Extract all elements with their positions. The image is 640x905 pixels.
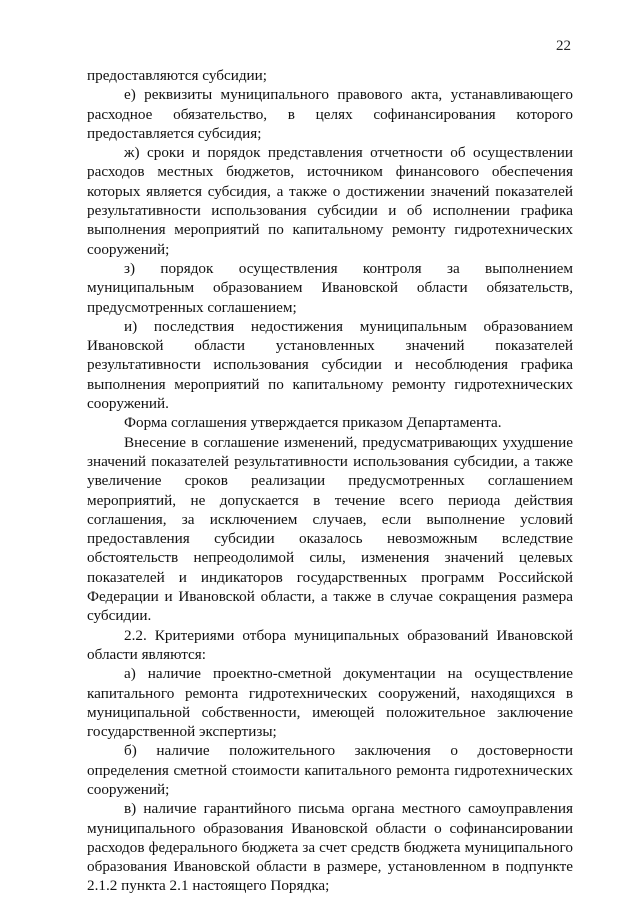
text-body	[87, 66, 573, 896]
paragraph: з) порядок осуществления контроля за выполнением муниципальным образованием Ивановской области обязательств, предусмотренных соглашением;	[87, 259, 573, 316]
paragraph: Форма соглашения утверждается приказом Департамента.	[124, 414, 502, 432]
paragraph: ж) сроки и порядок представления отчетности об осуществлении расходов местных бюджетов, источником финансового обеспечения которых является субсидия, а также о достижении значений показателей результативности использования субсидии и об исполнении графика выполнения мероприятий по капитальному ремонту гидротехнических сооружений;	[87, 144, 573, 258]
paragraph: Внесение в соглашение изменений, предусматривающих ухудшение значений показателей результативности использования субсидии, а также увеличение сроков реализации предусмотренных соглашением мероприятий, не допускается в течение всего периода действия соглашения, за исключением случаев, если выполнение условий предоставления субсидии оказалось невозможным вследствие обстоятельств непреодолимой силы, изменения значений целевых показателей и индикаторов государственных программ Российской Федерации и Ивановской области, а также в случае сокращения размера субсидии.	[87, 433, 573, 625]
paragraph: 2.2. Критериями отбора муниципальных образований Ивановской области являются:	[87, 626, 573, 663]
paragraph: а) наличие проектно-сметной документации на осуществление капитального ремонта гидротехнических сооружений, находящихся в муниципальной собственности, имеющей положительное заключение государственной экспертизы;	[87, 665, 573, 741]
paragraph: и) последствия недостижения муниципальным образованием Ивановской области установленных значений показателей результативности использования субсидии и несоблюдения графика выполнения мероприятий по капитальному ремонту гидротехнических сооружений.	[87, 317, 573, 413]
paragraph: предоставляются субсидии;	[87, 67, 268, 84]
page-number: 22	[556, 38, 571, 54]
paragraph: в) наличие гарантийного письма органа местного самоуправления муниципального образования Ивановской области о софинансировании расходов федерального бюджета за счет средств бюджета муниципального образования Ивановской области в размере, установленном в подпункте 2.1.2 пункта 2.1 настоящего Порядка;	[87, 800, 573, 895]
paragraph: е) реквизиты муниципального правового акта, устанавливающего расходное обязательство, в целях софинансирования которого предоставляется субсидия;	[87, 86, 573, 142]
paragraph: б) наличие положительного заключения о достоверности определения сметной стоимости капитального ремонта гидротехнических сооружений;	[87, 742, 573, 798]
